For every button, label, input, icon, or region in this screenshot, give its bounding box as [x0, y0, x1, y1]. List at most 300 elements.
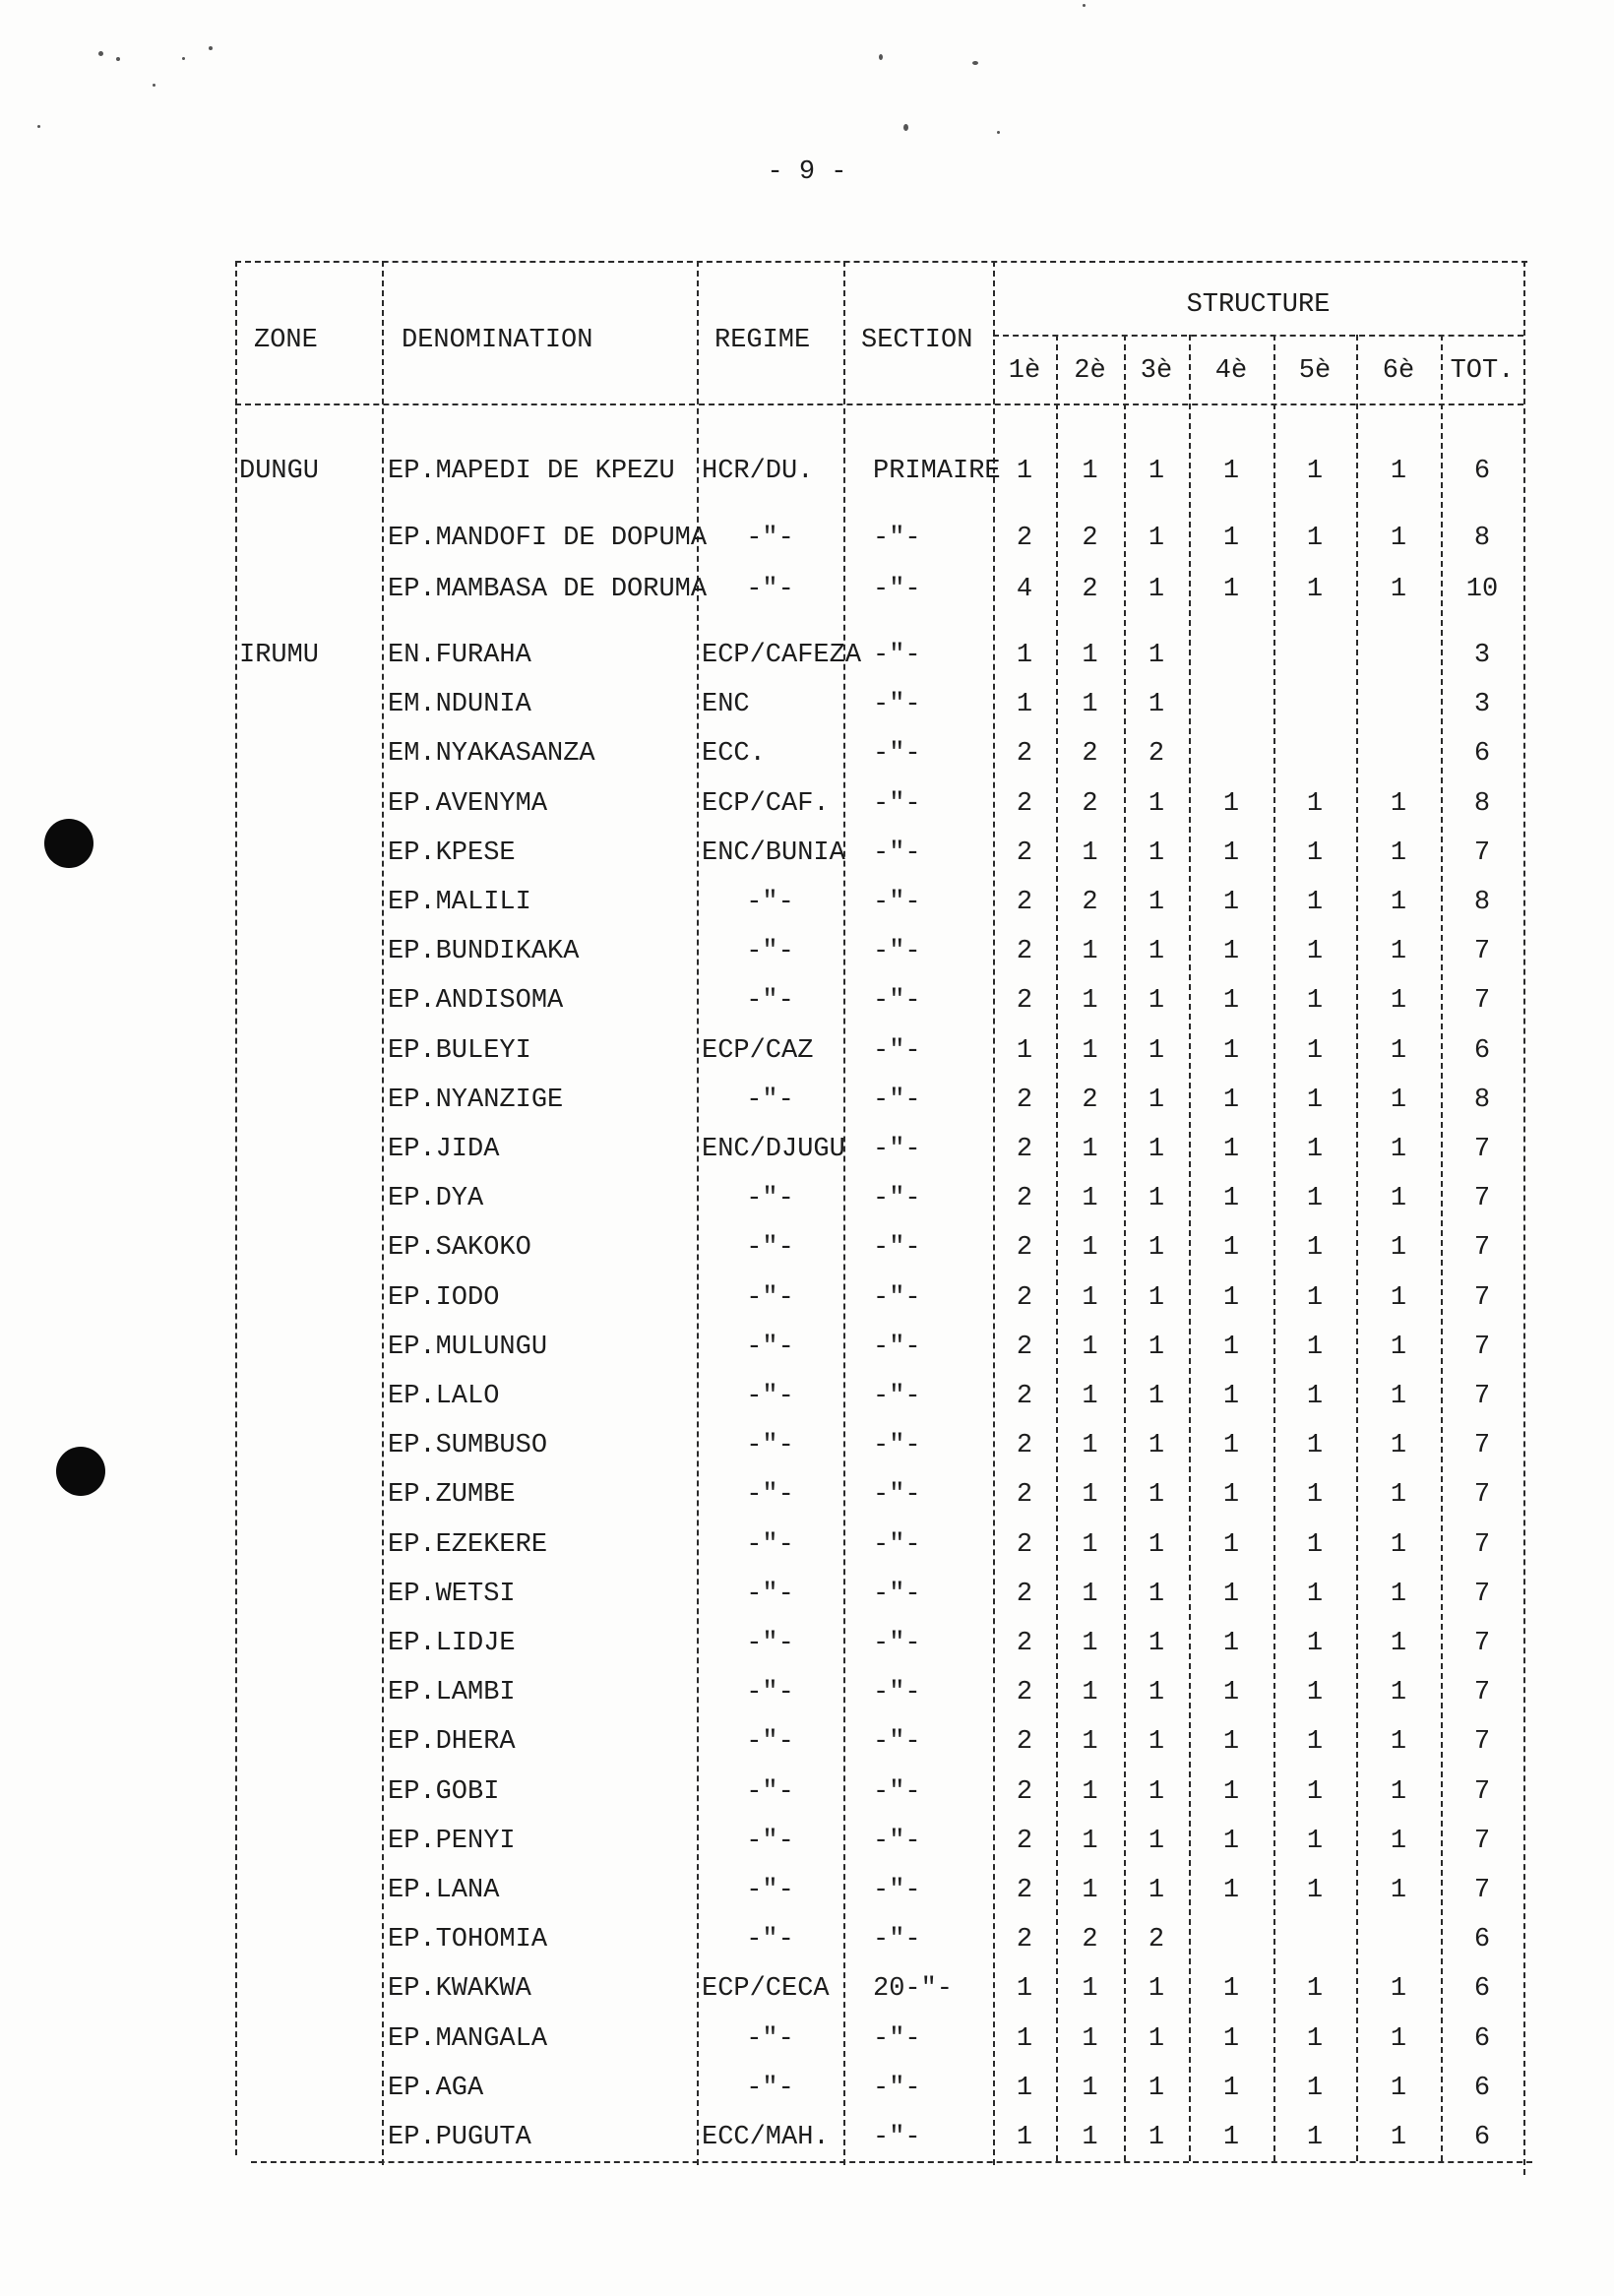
- table-row: [0, 519, 1614, 558]
- section-cell: -"-: [873, 1629, 921, 1658]
- scan-speck: [37, 125, 40, 128]
- grade-5-cell: [1273, 734, 1356, 774]
- grade-1-cell: 2: [1016, 1233, 1033, 1264]
- grade-2-cell: 1: [1082, 838, 1098, 868]
- grade-2-cell: 1: [1082, 1876, 1098, 1905]
- table-row: [0, 1969, 1614, 2009]
- grade-6-cell: 1: [1390, 986, 1407, 1017]
- denomination-cell: EP.SAKOKO: [388, 1233, 531, 1264]
- denomination-cell: EP.BUNDIKAKA: [388, 937, 580, 967]
- grade-4-cell: 1: [1222, 1135, 1240, 1164]
- grade-4-cell: 1: [1222, 937, 1240, 967]
- scan-speck: [209, 46, 213, 50]
- table-row: [0, 1426, 1614, 1465]
- regime-cell: ENC: [702, 690, 750, 720]
- regime-cell: -"-: [746, 1282, 794, 1313]
- grade-5-cell: 1: [1306, 1332, 1324, 1362]
- denomination-cell: EP.DHERA: [388, 1727, 516, 1758]
- grade-3-cell: 1: [1148, 1876, 1165, 1905]
- regime-cell: -"-: [746, 986, 794, 1017]
- grade-2-cell: 1: [1082, 1332, 1098, 1362]
- grade-1-cell: 2: [1016, 1727, 1033, 1758]
- table-row: [0, 1822, 1614, 1861]
- header-grade-6: 6è: [1382, 356, 1415, 386]
- regime-cell: -"-: [746, 1233, 794, 1264]
- denomination-cell: EP.AGA: [388, 2073, 484, 2103]
- grade-4-cell: 1: [1222, 1035, 1240, 1066]
- grade-6-cell: 1: [1390, 457, 1407, 486]
- grade-3-cell: 1: [1148, 2123, 1165, 2152]
- table-row: [0, 734, 1614, 774]
- grade-3-cell: 2: [1148, 1925, 1165, 1955]
- grade-4-cell: 1: [1222, 2023, 1240, 2054]
- scan-speck: [903, 124, 908, 131]
- denomination-cell: EP.BULEYI: [388, 1035, 531, 1066]
- grade-1-cell: 2: [1016, 888, 1033, 917]
- section-cell: -"-: [873, 2073, 921, 2103]
- total-cell: 3: [1473, 641, 1491, 670]
- denomination-cell: EP.PUGUTA: [388, 2123, 531, 2152]
- grade-3-cell: 1: [1148, 1678, 1165, 1708]
- grade-2-cell: 1: [1082, 1629, 1098, 1658]
- grade-2-cell: 1: [1082, 1135, 1098, 1164]
- grade-3-cell: 1: [1148, 1282, 1165, 1313]
- grade-2-cell: 1: [1082, 1282, 1098, 1313]
- grade-4-cell: 1: [1222, 1579, 1240, 1609]
- regime-cell: HCR/DU.: [702, 457, 814, 486]
- scan-speck: [182, 57, 185, 60]
- denomination-cell: EP.LALO: [388, 1382, 500, 1411]
- total-cell: 7: [1473, 1332, 1491, 1362]
- grade-4-cell: 1: [1222, 2123, 1240, 2152]
- total-cell: 6: [1473, 1974, 1491, 2005]
- total-cell: 7: [1473, 1431, 1491, 1461]
- grade-6-cell: 1: [1390, 2023, 1407, 2054]
- grade-5-cell: 1: [1306, 788, 1324, 819]
- total-cell: 7: [1473, 1135, 1491, 1164]
- section-cell: -"-: [873, 1135, 921, 1164]
- grade-1-cell: 1: [1016, 641, 1033, 670]
- grade-5-cell: 1: [1306, 888, 1324, 917]
- grade-6-cell: 1: [1390, 1035, 1407, 1066]
- grade-4-cell: 1: [1222, 1085, 1240, 1115]
- grade-4-cell: [1189, 636, 1273, 675]
- grade-6-cell: 1: [1390, 1529, 1407, 1560]
- scan-speck: [972, 61, 978, 65]
- grade-4-cell: 1: [1222, 1629, 1240, 1658]
- grade-2-cell: 1: [1082, 1974, 1098, 2005]
- grade-5-cell: 1: [1306, 1876, 1324, 1905]
- denomination-cell: EP.WETSI: [388, 1579, 516, 1609]
- grade-6-cell: 1: [1390, 1678, 1407, 1708]
- table-row: [0, 1278, 1614, 1318]
- regime-cell: -"-: [746, 575, 794, 604]
- total-cell: 7: [1473, 1776, 1491, 1807]
- scan-speck: [153, 84, 155, 87]
- header-bottom-rule: [235, 403, 1523, 405]
- grade-3-cell: 1: [1148, 1332, 1165, 1362]
- grade-3-cell: 1: [1148, 838, 1165, 868]
- grade-6-cell: 1: [1390, 1233, 1407, 1264]
- table-row: [0, 2019, 1614, 2059]
- total-cell: 6: [1473, 1035, 1491, 1066]
- section-cell: -"-: [873, 2023, 921, 2054]
- grade-6-cell: 1: [1390, 1085, 1407, 1115]
- regime-cell: -"-: [746, 1727, 794, 1758]
- regime-cell: -"-: [746, 1184, 794, 1214]
- section-cell: -"-: [873, 739, 921, 770]
- grade-5-cell: 1: [1306, 1974, 1324, 2005]
- grade-6-cell: 1: [1390, 1826, 1407, 1856]
- grade-5-cell: 1: [1306, 2073, 1324, 2103]
- grade-4-cell: 1: [1222, 838, 1240, 868]
- denomination-cell: EP.ANDISOMA: [388, 986, 564, 1017]
- grade-4-cell: 1: [1222, 788, 1240, 819]
- table-row: [0, 1525, 1614, 1565]
- total-cell: 3: [1473, 690, 1491, 720]
- grade-6-cell: 1: [1390, 1382, 1407, 1411]
- table-row: [0, 1871, 1614, 1910]
- grade-1-cell: 2: [1016, 524, 1033, 553]
- page-number: - 9 -: [767, 157, 847, 187]
- scan-speck: [997, 131, 1000, 134]
- regime-cell: -"-: [746, 1529, 794, 1560]
- grade-2-cell: 1: [1082, 690, 1098, 720]
- grade-1-cell: 2: [1016, 937, 1033, 967]
- header-regime: REGIME: [714, 326, 811, 355]
- total-cell: 7: [1473, 838, 1491, 868]
- denomination-cell: EP.AVENYMA: [388, 788, 548, 819]
- grade-3-cell: 1: [1148, 986, 1165, 1017]
- table-row: [0, 570, 1614, 609]
- header-grade-1: 1è: [1008, 356, 1041, 386]
- total-cell: 8: [1473, 524, 1491, 553]
- grade-6-cell: 1: [1390, 937, 1407, 967]
- denomination-cell: EP.GOBI: [388, 1776, 500, 1807]
- regime-cell: -"-: [746, 1776, 794, 1807]
- grade-6-cell: 1: [1390, 1727, 1407, 1758]
- grade-4-cell: 1: [1222, 1678, 1240, 1708]
- total-cell: 7: [1473, 1727, 1491, 1758]
- section-cell: -"-: [873, 986, 921, 1017]
- grade-1-cell: 2: [1016, 788, 1033, 819]
- section-cell: -"-: [873, 1776, 921, 1807]
- grade-5-cell: 1: [1306, 1085, 1324, 1115]
- grade-2-cell: 1: [1082, 1776, 1098, 1807]
- regime-cell: ECP/CAFEZA: [702, 641, 862, 670]
- total-cell: 7: [1473, 1184, 1491, 1214]
- zone-cell: DUNGU: [239, 457, 320, 486]
- grade-2-cell: 1: [1082, 1579, 1098, 1609]
- total-cell: 6: [1473, 2073, 1491, 2103]
- regime-cell: -"-: [746, 1629, 794, 1658]
- regime-cell: ECC/MAH.: [702, 2123, 830, 2152]
- table-bottom-border: [251, 2161, 1532, 2163]
- total-cell: 8: [1473, 888, 1491, 917]
- grade-6-cell: 1: [1390, 788, 1407, 819]
- grade-5-cell: 1: [1306, 1184, 1324, 1214]
- grade-2-cell: 1: [1082, 937, 1098, 967]
- regime-cell: -"-: [746, 937, 794, 967]
- structure-header-rule: [993, 335, 1523, 337]
- grade-6-cell: 1: [1390, 1135, 1407, 1164]
- grade-4-cell: 1: [1222, 1826, 1240, 1856]
- grade-2-cell: 1: [1082, 1826, 1098, 1856]
- grade-5-cell: 1: [1306, 937, 1324, 967]
- grade-1-cell: 2: [1016, 1529, 1033, 1560]
- table-row: [0, 834, 1614, 873]
- grade-4-cell: 1: [1222, 575, 1240, 604]
- denomination-cell: EN.FURAHA: [388, 641, 531, 670]
- section-cell: 20-"-: [873, 1974, 954, 2005]
- grade-2-cell: 1: [1082, 1382, 1098, 1411]
- table-top-border: [235, 261, 1527, 263]
- grade-3-cell: 1: [1148, 1085, 1165, 1115]
- table-row: [0, 932, 1614, 971]
- denomination-cell: EP.MAPEDI DE KPEZU: [388, 457, 675, 486]
- regime-cell: -"-: [746, 1382, 794, 1411]
- grade-4-cell: 1: [1222, 1282, 1240, 1313]
- regime-cell: -"-: [746, 1678, 794, 1708]
- grade-3-cell: 1: [1148, 1382, 1165, 1411]
- section-cell: -"-: [873, 1085, 921, 1115]
- grade-5-cell: 1: [1306, 1529, 1324, 1560]
- section-cell: -"-: [873, 1925, 921, 1955]
- grade-4-cell: 1: [1222, 1382, 1240, 1411]
- table-row: [0, 1475, 1614, 1515]
- denomination-cell: EP.LANA: [388, 1876, 500, 1905]
- scan-speck: [116, 57, 120, 61]
- grade-2-cell: 1: [1082, 1480, 1098, 1511]
- denomination-cell: EP.KPESE: [388, 838, 516, 868]
- grade-5-cell: 1: [1306, 1579, 1324, 1609]
- regime-cell: -"-: [746, 888, 794, 917]
- grade-6-cell: 1: [1390, 1974, 1407, 2005]
- regime-cell: -"-: [746, 1431, 794, 1461]
- grade-6-cell: 1: [1390, 2123, 1407, 2152]
- section-cell: -"-: [873, 1678, 921, 1708]
- table-row: [0, 1179, 1614, 1218]
- section-cell: -"-: [873, 690, 921, 720]
- header-grade-4: 4è: [1214, 356, 1248, 386]
- table-row: [0, 1772, 1614, 1812]
- grade-5-cell: 1: [1306, 2123, 1324, 2152]
- grade-6-cell: 1: [1390, 1776, 1407, 1807]
- section-cell: -"-: [873, 641, 921, 670]
- grade-6-cell: 1: [1390, 1184, 1407, 1214]
- grade-3-cell: 1: [1148, 641, 1165, 670]
- grade-4-cell: 1: [1222, 1184, 1240, 1214]
- total-cell: 7: [1473, 1678, 1491, 1708]
- grade-1-cell: 2: [1016, 1282, 1033, 1313]
- grade-6-cell: [1356, 1920, 1441, 1959]
- grade-6-cell: [1356, 685, 1441, 724]
- grade-1-cell: 2: [1016, 838, 1033, 868]
- grade-2-cell: 2: [1082, 888, 1098, 917]
- section-cell: -"-: [873, 1826, 921, 1856]
- grade-3-cell: 1: [1148, 1035, 1165, 1066]
- grade-5-cell: 1: [1306, 1431, 1324, 1461]
- grade-4-cell: [1189, 1920, 1273, 1959]
- grade-3-cell: 1: [1148, 1826, 1165, 1856]
- total-cell: 6: [1473, 457, 1491, 486]
- total-cell: 6: [1473, 739, 1491, 770]
- regime-cell: ECP/CAZ: [702, 1035, 814, 1066]
- section-cell: -"-: [873, 1035, 921, 1066]
- grade-2-cell: 1: [1082, 1184, 1098, 1214]
- grade-2-cell: 1: [1082, 1233, 1098, 1264]
- table-row: [0, 1377, 1614, 1416]
- grade-4-cell: 1: [1222, 1529, 1240, 1560]
- grade-3-cell: 1: [1148, 1579, 1165, 1609]
- grade-4-cell: 1: [1222, 1974, 1240, 2005]
- header-structure: STRUCTURE: [1186, 290, 1331, 320]
- table-row: [0, 1575, 1614, 1614]
- grade-5-cell: [1273, 685, 1356, 724]
- grade-4-cell: 1: [1222, 524, 1240, 553]
- grade-4-cell: 1: [1222, 1332, 1240, 1362]
- grade-5-cell: 1: [1306, 1678, 1324, 1708]
- grade-5-cell: 1: [1306, 524, 1324, 553]
- denomination-cell: EP.MALILI: [388, 888, 531, 917]
- grade-1-cell: 2: [1016, 1184, 1033, 1214]
- grade-2-cell: 1: [1082, 1431, 1098, 1461]
- total-cell: 7: [1473, 1826, 1491, 1856]
- grade-2-cell: 1: [1082, 1727, 1098, 1758]
- section-cell: -"-: [873, 1529, 921, 1560]
- grade-4-cell: 1: [1222, 2073, 1240, 2103]
- total-cell: 8: [1473, 1085, 1491, 1115]
- zone-cell: IRUMU: [239, 641, 320, 670]
- regime-cell: -"-: [746, 1925, 794, 1955]
- grade-5-cell: [1273, 1920, 1356, 1959]
- denomination-cell: EM.NDUNIA: [388, 690, 531, 720]
- grade-5-cell: 1: [1306, 1480, 1324, 1511]
- denomination-cell: EP.PENYI: [388, 1826, 516, 1856]
- total-cell: 7: [1473, 1282, 1491, 1313]
- denomination-cell: EP.DYA: [388, 1184, 484, 1214]
- section-cell: -"-: [873, 1382, 921, 1411]
- grade-4-cell: 1: [1222, 1233, 1240, 1264]
- regime-cell: -"-: [746, 2073, 794, 2103]
- grade-1-cell: 1: [1016, 2023, 1033, 2054]
- grade-6-cell: 1: [1390, 888, 1407, 917]
- total-cell: 6: [1473, 2023, 1491, 2054]
- regime-cell: ECP/CECA: [702, 1974, 830, 2005]
- denomination-cell: EP.ZUMBE: [388, 1480, 516, 1511]
- regime-cell: ECP/CAF.: [702, 788, 830, 819]
- grade-3-cell: 1: [1148, 524, 1165, 553]
- grade-5-cell: 1: [1306, 838, 1324, 868]
- section-cell: -"-: [873, 888, 921, 917]
- grade-1-cell: 2: [1016, 1629, 1033, 1658]
- header-grade-2: 2è: [1074, 356, 1106, 386]
- section-cell: -"-: [873, 575, 921, 604]
- regime-cell: -"-: [746, 1480, 794, 1511]
- grade-3-cell: 1: [1148, 1135, 1165, 1164]
- grade-3-cell: 1: [1148, 2073, 1165, 2103]
- table-row: [0, 2118, 1614, 2157]
- regime-cell: -"-: [746, 2023, 794, 2054]
- grade-1-cell: 1: [1016, 2073, 1033, 2103]
- grade-6-cell: 1: [1390, 2073, 1407, 2103]
- grade-3-cell: 1: [1148, 575, 1165, 604]
- section-cell: -"-: [873, 1579, 921, 1609]
- regime-cell: ECC.: [702, 739, 766, 770]
- grade-3-cell: 1: [1148, 937, 1165, 967]
- header-total: TOT.: [1450, 356, 1515, 386]
- table-row: [0, 1673, 1614, 1712]
- grade-2-cell: 2: [1082, 575, 1098, 604]
- grade-3-cell: 2: [1148, 739, 1165, 770]
- grade-2-cell: 1: [1082, 641, 1098, 670]
- grade-6-cell: 1: [1390, 1480, 1407, 1511]
- header-grade-5: 5è: [1298, 356, 1332, 386]
- section-cell: -"-: [873, 1727, 921, 1758]
- grade-4-cell: [1189, 685, 1273, 724]
- section-cell: -"-: [873, 1876, 921, 1905]
- grade-1-cell: 2: [1016, 1332, 1033, 1362]
- grade-1-cell: 2: [1016, 1431, 1033, 1461]
- table-row: [0, 1031, 1614, 1071]
- grade-2-cell: 1: [1082, 1529, 1098, 1560]
- denomination-cell: EM.NYAKASANZA: [388, 739, 595, 770]
- grade-4-cell: 1: [1222, 1431, 1240, 1461]
- regime-cell: ENC/BUNIA: [702, 838, 845, 868]
- grade-3-cell: 1: [1148, 888, 1165, 917]
- denomination-cell: EP.EZEKERE: [388, 1529, 548, 1560]
- denomination-cell: EP.LAMBI: [388, 1678, 516, 1708]
- grade-5-cell: 1: [1306, 1826, 1324, 1856]
- grade-1-cell: 1: [1016, 1035, 1033, 1066]
- grade-3-cell: 1: [1148, 1184, 1165, 1214]
- regime-cell: -"-: [746, 1876, 794, 1905]
- table-row: [0, 1081, 1614, 1120]
- section-cell: -"-: [873, 2123, 921, 2152]
- grade-5-cell: 1: [1306, 1776, 1324, 1807]
- grade-4-cell: 1: [1222, 1776, 1240, 1807]
- section-cell: -"-: [873, 1233, 921, 1264]
- grade-1-cell: 1: [1016, 457, 1033, 486]
- total-cell: 7: [1473, 1480, 1491, 1511]
- section-cell: -"-: [873, 1184, 921, 1214]
- grade-2-cell: 2: [1082, 788, 1098, 819]
- grade-5-cell: [1273, 636, 1356, 675]
- grade-4-cell: 1: [1222, 1727, 1240, 1758]
- grade-1-cell: 2: [1016, 1480, 1033, 1511]
- denomination-cell: EP.SUMBUSO: [388, 1431, 548, 1461]
- denomination-cell: EP.MAMBASA DE DORUMA: [388, 575, 708, 604]
- total-cell: 7: [1473, 1233, 1491, 1264]
- grade-5-cell: 1: [1306, 1135, 1324, 1164]
- grade-4-cell: 1: [1222, 888, 1240, 917]
- section-cell: -"-: [873, 1431, 921, 1461]
- regime-cell: -"-: [746, 1332, 794, 1362]
- grade-1-cell: 2: [1016, 1579, 1033, 1609]
- grade-4-cell: 1: [1222, 986, 1240, 1017]
- total-cell: 7: [1473, 986, 1491, 1017]
- table-row: [0, 883, 1614, 922]
- denomination-cell: EP.KWAKWA: [388, 1974, 531, 2005]
- table-row: [0, 1624, 1614, 1663]
- grade-2-cell: 2: [1082, 739, 1098, 770]
- grade-5-cell: 1: [1306, 986, 1324, 1017]
- table-row: [0, 1228, 1614, 1268]
- denomination-cell: EP.IODO: [388, 1282, 500, 1313]
- scan-speck: [1083, 4, 1086, 7]
- grade-3-cell: 1: [1148, 457, 1165, 486]
- grade-6-cell: 1: [1390, 1282, 1407, 1313]
